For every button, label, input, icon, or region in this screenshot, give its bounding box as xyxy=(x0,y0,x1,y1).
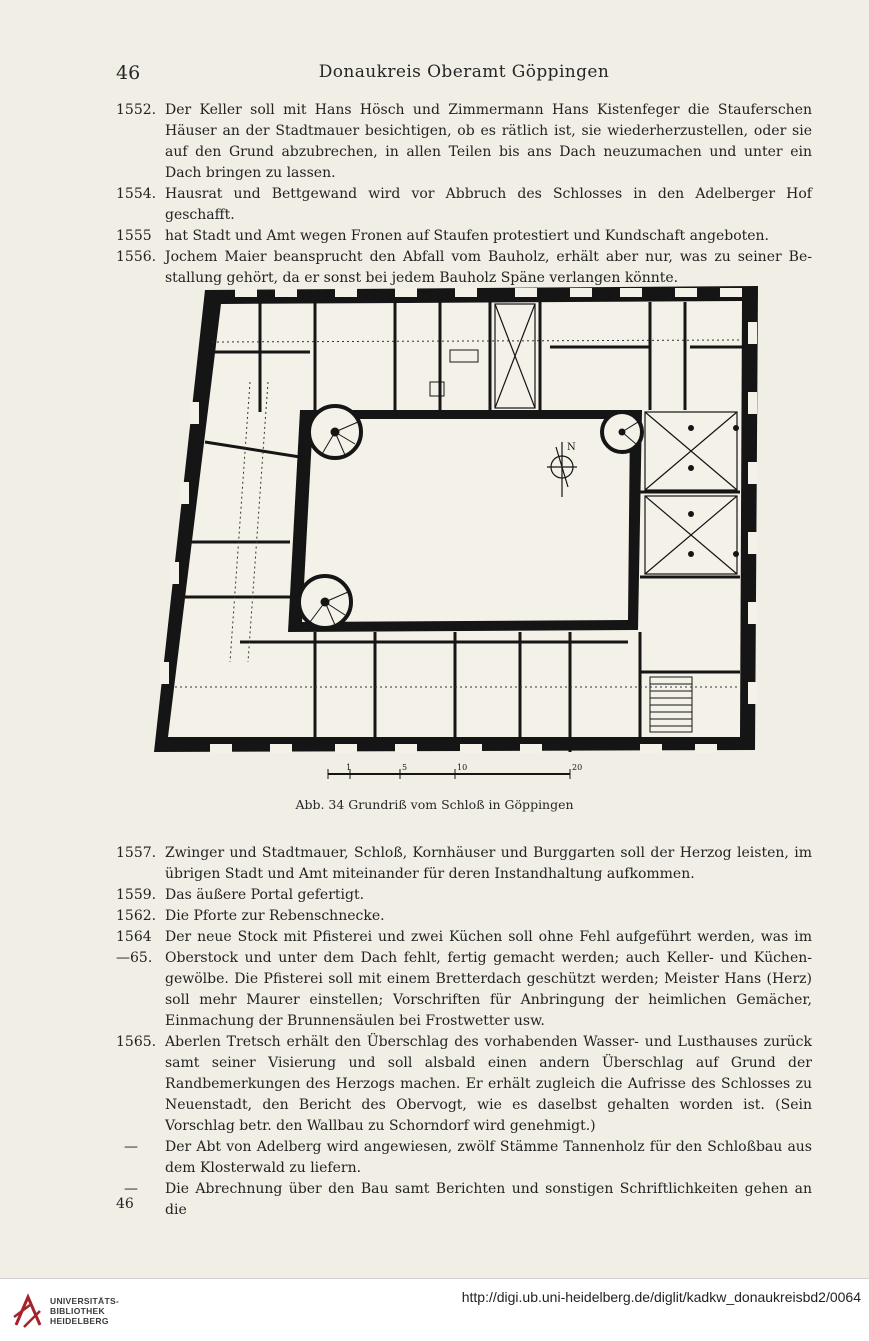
running-title: Donaukreis Oberamt Göppingen xyxy=(318,62,610,82)
entry-text: hat Stadt und Amt wegen Fronen auf Staufen protestiert und Kundschaft angeboten. xyxy=(165,228,769,244)
entry-text: Die Abrechnung über den Bau samt Berichten und sonstigen Schriftlichkeiten gehen an die xyxy=(165,1181,812,1218)
scale-label: 10 xyxy=(457,763,468,772)
entry-text: Der Abt von Adelberg wird angewiesen, zwölf Stämme Tannenholz für den Schloßbau aus dem Klosterwald zu liefern. xyxy=(165,1139,812,1176)
entry-text: Das äußere Portal gefertigt. xyxy=(165,887,365,903)
entry xyxy=(116,1137,812,1179)
entry-text: Hausrat und Bettgewand wird vor Abbruch des Schlosses in den Adelberger Hof geschafft. xyxy=(165,186,812,223)
library-name-line: HEIDELBERG xyxy=(50,1316,109,1326)
entry-text: Der neue Stock mit Pfisterei und zwei Küchen soll ohne Fehl aufgeführt werden, was im Oberstock und unter dem Dach fehlt, fertig gemacht werden; auch Keller- und Küchengewölbe. Die Pfisterei soll mit einem Bretterdach geschützt werden; Meister Hans (Herz) soll mehr Maurer einstellen; Vorschriften für Anbringung der heimlichen Gemächer, Einmachung der Brunnensäulen bei Frostwetter usw. xyxy=(165,929,812,1029)
figure-caption: Abb. 34 Grundriß vom Schloß in Göppingen xyxy=(295,797,574,812)
library-name-line: BIBLIOTHEK xyxy=(50,1306,105,1316)
running-header xyxy=(116,62,812,88)
entry xyxy=(116,927,812,1032)
entry-year: 1556. xyxy=(116,249,157,265)
entry-year: 1554. xyxy=(116,186,157,202)
entry xyxy=(116,843,812,885)
entry-dash: — xyxy=(124,1139,138,1155)
entry-text: Die Pforte zur Rebenschnecke. xyxy=(165,908,385,924)
viewer-footer-bar xyxy=(0,1278,869,1341)
entry-text: Der Keller soll mit Hans Hösch und Zimmermann Hans Kistenfeger die Stauferschen Häuser an der Stadtmauer besichtigen, ob es rätlich ist, sie wiederherzustellen, oder sie auf den Grund abzubrechen, in allen Teilen bis ans Dach neuzumachen und unter ein Dach bringen zu lassen. xyxy=(165,102,812,181)
entry xyxy=(116,1032,812,1137)
spiral-stair xyxy=(309,406,361,458)
floor-plan-figure xyxy=(150,282,762,790)
page-number: 46 xyxy=(116,62,141,84)
entry-text: Jochem Maier beansprucht den Abfall vom Bauholz, erhält aber nur, was zu seiner Bestallung gehört, da er sonst bei jedem Bauholz Späne verlangen könnte. xyxy=(165,249,812,286)
entry-year: 1562. xyxy=(116,908,157,924)
entry-text: Zwinger und Stadtmauer, Schloß, Kornhäuser und Burggarten soll der Herzog leisten, im übrigen Stadt und Amt miteinander für deren Instandhaltung aufkommen. xyxy=(165,845,812,882)
entry-dash: — xyxy=(124,1181,138,1197)
entry-year: 1555 xyxy=(116,228,152,244)
entry xyxy=(116,1179,812,1221)
entry-text: Aberlen Tretsch erhält den Überschlag des vorhabenden Wasser- und Lusthauses zurück samt seiner Visierung und soll alsbald einen andern Überschlag auf Grund der Randbemerkungen des Herzogs machen. Er erhält zugleich die Aufrisse des Schlosses zu Neuenstadt, den Bericht des Obervogt, wie es daselbst gehalten worden ist. (Sein Vorschlag betr. den Wallbau zu Schorndorf wird genehmigt.) xyxy=(165,1034,812,1134)
source-url-link[interactable]: http://digi.ub.uni-heidelberg.de/diglit/kadkw_donaukreisbd2/0064 xyxy=(461,1289,861,1305)
spiral-stair xyxy=(602,412,642,452)
entry-year: 1559. xyxy=(116,887,157,903)
entries-bottom xyxy=(116,843,812,1221)
entries-top xyxy=(116,100,812,289)
entry-year: 1564—65. xyxy=(116,929,153,966)
entry xyxy=(116,226,812,247)
entry xyxy=(116,100,812,184)
spiral-stair xyxy=(299,576,351,628)
entry xyxy=(116,184,812,226)
library-name xyxy=(50,1296,119,1326)
university-library-logo-icon xyxy=(10,1293,46,1331)
entry-year: 1552. xyxy=(116,102,157,118)
compass-label: N xyxy=(567,442,576,453)
footer-page-number: 46 xyxy=(116,1196,134,1212)
entry-year: 1565. xyxy=(116,1034,157,1050)
scale-label: 1 xyxy=(346,763,352,772)
entry xyxy=(116,906,812,927)
scale-label: 20 xyxy=(572,763,583,772)
entry xyxy=(116,885,812,906)
scale-bar xyxy=(328,769,570,779)
entry-year: 1557. xyxy=(116,845,157,861)
library-name-line: UNIVERSITÄTS- xyxy=(50,1296,120,1306)
scale-label: 5 xyxy=(402,763,408,772)
